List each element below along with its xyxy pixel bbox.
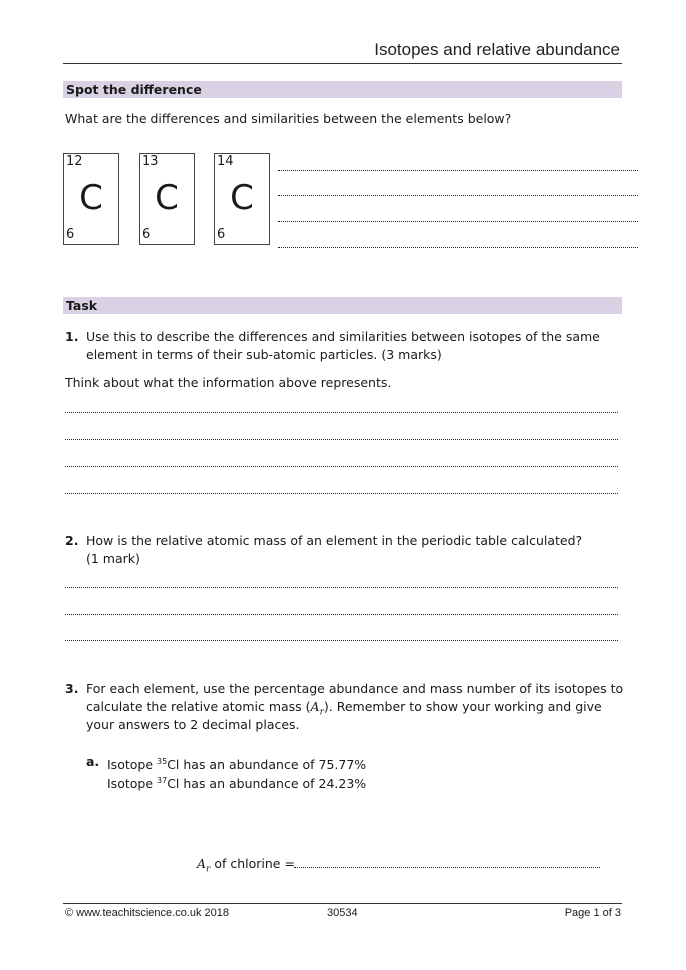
question-number: 1. bbox=[65, 329, 79, 344]
answer-line[interactable] bbox=[65, 587, 618, 588]
mass-number: 12 bbox=[66, 154, 83, 169]
q3-text-line3: your answers to 2 decimal places. bbox=[86, 717, 300, 732]
page-title: Isotopes and relative abundance bbox=[374, 40, 620, 59]
isotope-cl35-line: Isotope $^{35}$Cl has an abundance of 75.77% bbox=[107, 757, 367, 773]
q1-text-line2: element in terms of their sub-atomic particles. (3 marks) bbox=[86, 347, 442, 362]
ar-chlorine-answer-line[interactable] bbox=[294, 867, 600, 868]
element-symbol: C bbox=[79, 178, 103, 218]
question-number: 3. bbox=[65, 681, 79, 696]
atomic-number: 6 bbox=[66, 227, 75, 242]
element-card-carbon-14 bbox=[214, 153, 270, 245]
q3-text-line2: calculate the relative atomic mass $(A_r)$. Remember to show your working and give bbox=[86, 699, 602, 718]
atomic-number: 6 bbox=[217, 227, 226, 242]
footer-page-number: Page 1 of 3 bbox=[564, 907, 621, 919]
q2-text-line1: How is the relative atomic mass of an element in the periodic table calculated? bbox=[86, 533, 583, 548]
question-number: 2. bbox=[65, 533, 79, 548]
element-card-carbon-13 bbox=[139, 153, 195, 245]
q2-text-line2: (1 mark) bbox=[86, 551, 140, 566]
footer-copyright: © www.teachitscience.co.uk 2018 bbox=[65, 907, 230, 919]
q1-hint: Think about what the information above represents. bbox=[65, 375, 392, 390]
answer-line[interactable] bbox=[65, 412, 618, 413]
isotope-cl37-line: Isotope $^{37}$Cl has an abundance of 24.23% bbox=[107, 776, 367, 792]
ar-symbol: A bbox=[310, 699, 320, 714]
part-label: a. bbox=[86, 754, 100, 769]
footer-code: 30534 bbox=[327, 907, 358, 919]
spot-question: What are the differences and similarities between the elements below? bbox=[65, 111, 512, 126]
answer-line[interactable] bbox=[65, 439, 618, 440]
q3-text-line1: For each element, use the percentage abundance and mass number of its isotopes to bbox=[86, 681, 624, 696]
answer-line[interactable] bbox=[278, 221, 638, 222]
atomic-number: 6 bbox=[142, 227, 151, 242]
answer-line[interactable] bbox=[278, 247, 638, 248]
footer-divider bbox=[63, 903, 622, 904]
ar-chlorine-label: $A_r$ of chlorine = bbox=[197, 856, 295, 875]
element-card-carbon-12 bbox=[63, 153, 119, 245]
element-symbol: C bbox=[230, 178, 254, 218]
section-band-task: Task bbox=[63, 297, 622, 314]
header-divider bbox=[63, 63, 622, 64]
mass-number: 13 bbox=[142, 154, 159, 169]
answer-line[interactable] bbox=[65, 614, 618, 615]
answer-line[interactable] bbox=[65, 466, 618, 467]
answer-line[interactable] bbox=[65, 640, 618, 641]
element-symbol: C bbox=[155, 178, 179, 218]
q1-text-line1: Use this to describe the differences and similarities between isotopes of the same bbox=[86, 329, 600, 344]
section-band-spot-the-difference: Spot the difference bbox=[63, 81, 622, 98]
answer-line[interactable] bbox=[278, 195, 638, 196]
answer-line[interactable] bbox=[65, 493, 618, 494]
answer-line[interactable] bbox=[278, 170, 638, 171]
mass-number: 14 bbox=[217, 154, 234, 169]
